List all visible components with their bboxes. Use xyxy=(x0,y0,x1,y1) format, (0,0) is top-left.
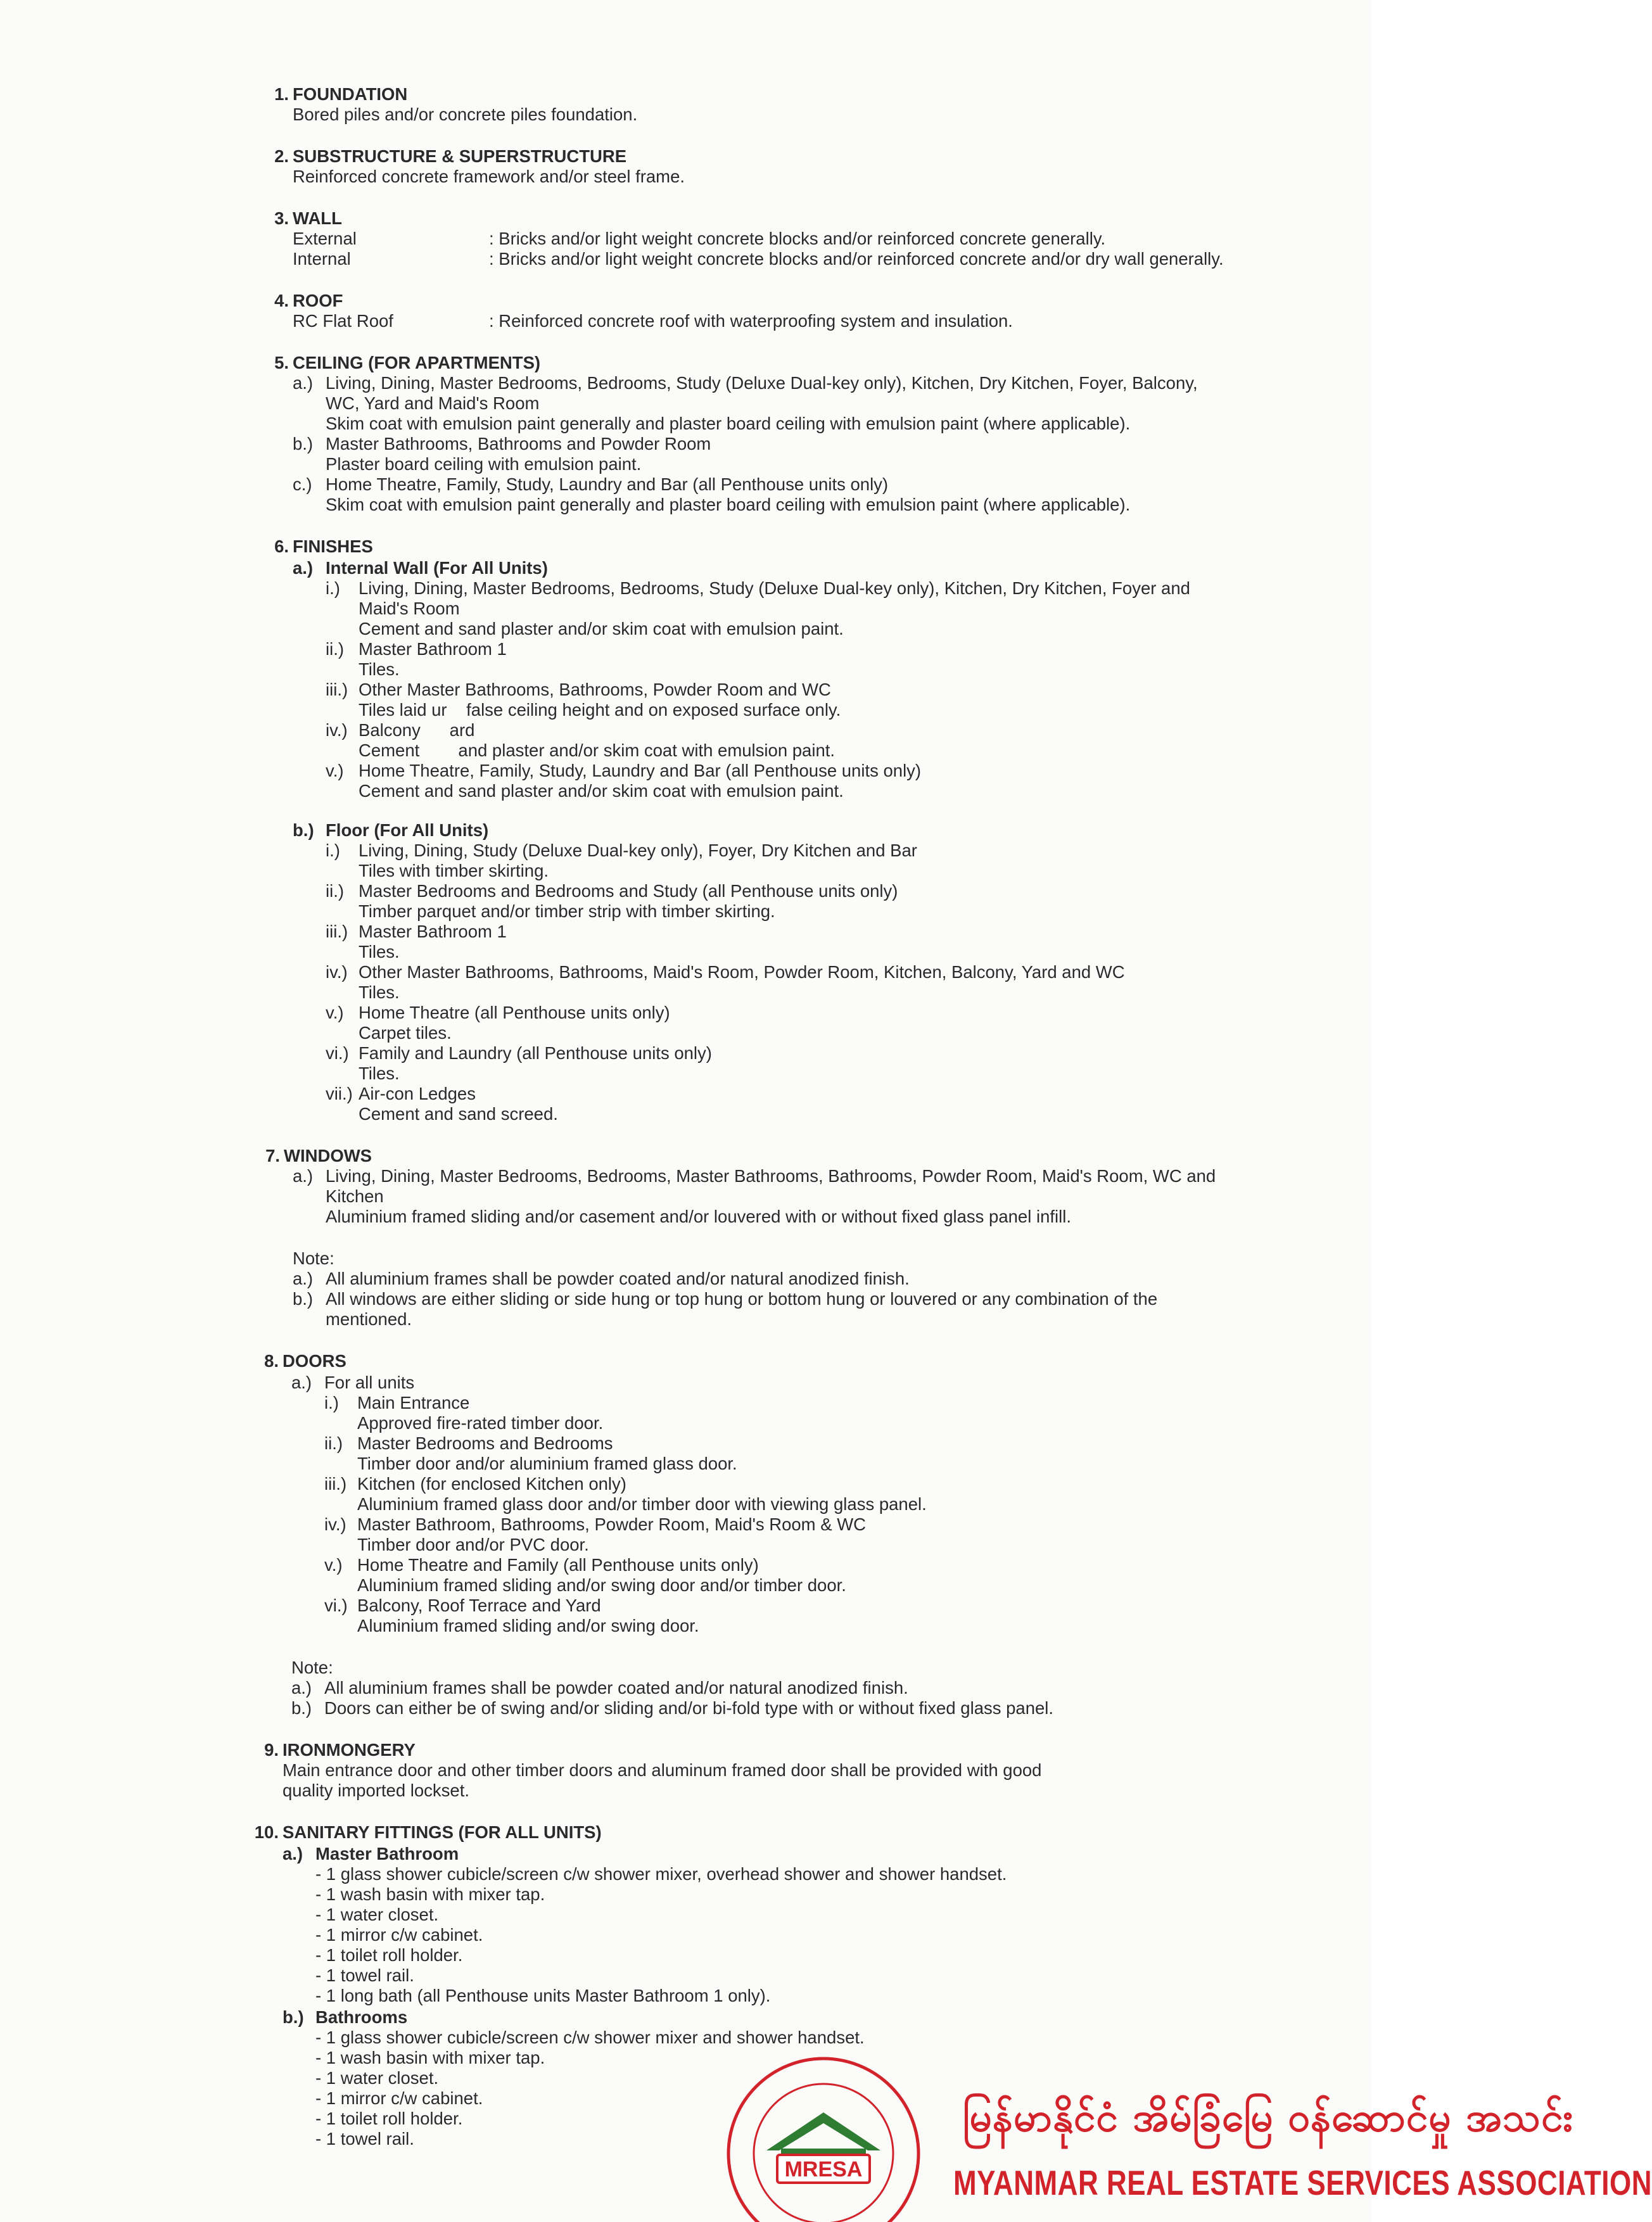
section-number: 1. xyxy=(274,84,289,104)
section-number: 5. xyxy=(274,353,289,372)
item-label: b.) xyxy=(293,434,314,454)
section-ceiling xyxy=(274,353,1357,515)
item-line: Kitchen (for enclosed Kitchen only) xyxy=(357,1474,626,1494)
list-item xyxy=(326,881,1357,922)
subsection-title: Master Bathroom xyxy=(315,1844,459,1863)
subsection-label: a.) xyxy=(293,558,314,578)
subsection-label: a.) xyxy=(283,1844,303,1863)
association-name-english: MYANMAR REAL ESTATE SERVICES ASSOCIATION xyxy=(953,2164,1652,2203)
item-label: iv.) xyxy=(326,720,348,740)
section-number: 6. xyxy=(274,536,289,556)
list-item xyxy=(293,373,1357,434)
item-line: Aluminium framed glass door and/or timber door with viewing glass panel. xyxy=(357,1494,927,1514)
list-item xyxy=(326,1084,1357,1124)
section-title: WALL xyxy=(293,208,342,228)
list-item: - 1 mirror c/w cabinet. xyxy=(315,2088,483,2108)
section-doors xyxy=(264,1351,1357,1718)
spec-row xyxy=(293,249,1357,269)
spec-key: External xyxy=(293,229,357,248)
item-label: i.) xyxy=(326,841,340,860)
list-item xyxy=(324,1433,1357,1474)
item-label: v.) xyxy=(326,1003,344,1022)
item-line: Master Bathroom 1 xyxy=(359,922,507,941)
list-item: - 1 towel rail. xyxy=(315,2129,414,2149)
list-item: - 1 water closet. xyxy=(315,1905,439,1924)
item-line: Master Bathrooms, Bathrooms and Powder Room xyxy=(326,434,711,454)
subsection-floor xyxy=(293,820,1357,1124)
subsection-label: b.) xyxy=(293,820,314,840)
item-label: ii.) xyxy=(326,639,345,659)
item-line: Living, Dining, Master Bedrooms, Bedrooms, Study (Deluxe Dual-key only), Kitchen, Dry Kitchen, Foyer and xyxy=(359,578,1190,598)
item-line: Tiles. xyxy=(359,982,400,1002)
list-item: - 1 glass shower cubicle/screen c/w shower mixer and shower handset. xyxy=(315,2028,865,2047)
item-line: Timber door and/or aluminium framed glass door. xyxy=(357,1454,737,1473)
item-line: Tiles. xyxy=(359,1063,400,1083)
item-label: vii.) xyxy=(326,1084,353,1103)
section-number: 3. xyxy=(274,208,289,228)
subsection-title: Internal Wall (For All Units) xyxy=(326,558,548,578)
item-line: Other Master Bathrooms, Bathrooms, Powder Room and WC xyxy=(359,680,831,699)
item-line: WC, Yard and Maid's Room xyxy=(326,393,540,413)
note-title: Note: xyxy=(293,1248,334,1268)
section-number: 7. xyxy=(265,1146,280,1165)
list-item xyxy=(293,1166,1357,1227)
item-line: Aluminium framed sliding and/or casement and/or louvered with or without fixed glass panel infill. xyxy=(326,1207,1071,1226)
item-line: Cement and sand plaster and/or skim coat with emulsion paint. xyxy=(359,619,844,638)
item-line: Balcony ard xyxy=(359,720,475,740)
logo-text: MRESA xyxy=(784,2157,863,2181)
note-block xyxy=(291,1658,1357,1718)
subsection-title: Bathrooms xyxy=(315,2007,408,2027)
item-line: Home Theatre (all Penthouse units only) xyxy=(359,1003,670,1022)
list-item xyxy=(293,474,1357,515)
note-block xyxy=(293,1248,1357,1330)
section-number: 2. xyxy=(274,146,289,166)
subsection-label: a.) xyxy=(291,1373,312,1392)
list-item xyxy=(324,1474,1357,1514)
item-label: iv.) xyxy=(326,962,348,982)
section-roof xyxy=(274,291,1357,331)
spec-value: : Bricks and/or light weight concrete blocks and/or reinforced concrete generally. xyxy=(489,229,1106,248)
item-line: Cement and plaster and/or skim coat with emulsion paint. xyxy=(359,740,836,760)
item-line: Maid's Room xyxy=(359,599,460,618)
list-item xyxy=(324,1555,1357,1596)
item-line: Tiles. xyxy=(359,942,400,962)
section-title: FINISHES xyxy=(293,536,373,556)
section-number: 10. xyxy=(254,1822,279,1842)
item-line: Aluminium framed sliding and/or swing door and/or timber door. xyxy=(357,1575,846,1595)
list-item xyxy=(326,720,1357,761)
item-line: Master Bedrooms and Bedrooms and Study (all Penthouse units only) xyxy=(359,881,898,901)
note-title: Note: xyxy=(291,1658,333,1677)
item-line: Tiles. xyxy=(359,659,400,679)
item-line: Cement and sand plaster and/or skim coat with emulsion paint. xyxy=(359,781,844,801)
section-text: Bored piles and/or concrete piles foundation. xyxy=(293,105,638,124)
item-line: Carpet tiles. xyxy=(359,1023,452,1043)
list-item xyxy=(326,841,1357,881)
item-label: a.) xyxy=(293,1269,314,1288)
item-line: Master Bathroom 1 xyxy=(359,639,507,659)
section-title: WINDOWS xyxy=(284,1146,372,1165)
section-title: SUBSTRUCTURE & SUPERSTRUCTURE xyxy=(293,146,627,166)
item-label: iii.) xyxy=(326,922,348,941)
list-item xyxy=(326,922,1357,962)
list-item: - 1 wash basin with mixer tap. xyxy=(315,1884,545,1904)
item-label: c.) xyxy=(293,474,312,494)
section-number: 9. xyxy=(264,1740,279,1760)
section-line: quality imported lockset. xyxy=(283,1781,469,1800)
section-title: ROOF xyxy=(293,291,343,310)
item-line: Home Theatre, Family, Study, Laundry and Bar (all Penthouse units only) xyxy=(326,474,889,494)
list-item: - 1 toilet roll holder. xyxy=(315,2109,463,2128)
item-line: Family and Laundry (all Penthouse units only) xyxy=(359,1043,712,1063)
item-label: ii.) xyxy=(324,1433,343,1453)
item-line: Tiles laid ur false ceiling height and on exposed surface only. xyxy=(359,700,841,720)
spec-row xyxy=(293,311,1357,331)
specification-document xyxy=(254,84,1357,2171)
item-line: Plaster board ceiling with emulsion paint. xyxy=(326,454,642,474)
item-line: Aluminium framed sliding and/or swing door. xyxy=(357,1616,699,1635)
item-line: Home Theatre and Family (all Penthouse units only) xyxy=(357,1555,759,1575)
item-line: Tiles with timber skirting. xyxy=(359,861,549,880)
item-line: Other Master Bathrooms, Bathrooms, Maid's Room, Powder Room, Kitchen, Balcony, Yard and WC xyxy=(359,962,1125,982)
item-line: Air-con Ledges xyxy=(359,1084,476,1103)
spec-value: : Reinforced concrete roof with waterproofing system and insulation. xyxy=(489,311,1013,331)
section-wall xyxy=(274,208,1357,269)
item-label: b.) xyxy=(291,1698,312,1718)
item-label: iii.) xyxy=(326,680,348,699)
spec-key: Internal xyxy=(293,249,351,269)
section-structure xyxy=(274,146,1357,187)
item-line: Timber parquet and/or timber strip with timber skirting. xyxy=(359,901,775,921)
item-line: Kitchen xyxy=(326,1186,384,1206)
association-name-myanmar: မြန်မာနိုင်ငံ အိမ်ခြံမြေ ဝန်ဆောင်မှု အသင်း xyxy=(963,2094,1574,2140)
item-line: Living, Dining, Study (Deluxe Dual-key only), Foyer, Dry Kitchen and Bar xyxy=(359,841,917,860)
section-title: SANITARY FITTINGS (FOR ALL UNITS) xyxy=(283,1822,602,1842)
list-item: - 1 mirror c/w cabinet. xyxy=(315,1925,483,1945)
item-line: Home Theatre, Family, Study, Laundry and Bar (all Penthouse units only) xyxy=(359,761,922,780)
spec-key: RC Flat Roof xyxy=(293,311,393,331)
fittings-list xyxy=(283,1864,1357,2006)
item-line: Master Bedrooms and Bedrooms xyxy=(357,1433,613,1453)
item-label: v.) xyxy=(326,761,344,780)
item-label: a.) xyxy=(293,373,314,393)
section-title: CEILING (FOR APARTMENTS) xyxy=(293,353,541,372)
item-line: All aluminium frames shall be powder coated and/or natural anodized finish. xyxy=(326,1269,910,1288)
item-line: Master Bathroom, Bathrooms, Powder Room, Maid's Room & WC xyxy=(357,1514,867,1534)
subsection-internal-wall xyxy=(293,558,1357,801)
item-label: a.) xyxy=(291,1678,312,1698)
item-line: Living, Dining, Master Bedrooms, Bedrooms, Master Bathrooms, Bathrooms, Powder Room, Maid's Room, WC and xyxy=(326,1166,1216,1186)
section-title: DOORS xyxy=(283,1351,346,1371)
item-label: vi.) xyxy=(326,1043,349,1063)
item-line: Cement and sand screed. xyxy=(359,1104,558,1124)
item-line: All windows are either sliding or side hung or top hung or bottom hung or louvered or any combination of the xyxy=(326,1289,1158,1309)
section-foundation xyxy=(274,84,1357,125)
section-text: Reinforced concrete framework and/or steel frame. xyxy=(293,167,685,186)
section-windows xyxy=(265,1146,1357,1330)
logo-roof-icon xyxy=(766,2112,880,2150)
item-label: iv.) xyxy=(324,1514,346,1534)
item-line: mentioned. xyxy=(326,1309,412,1329)
list-item xyxy=(324,1596,1357,1636)
item-line: Living, Dining, Master Bedrooms, Bedrooms, Study (Deluxe Dual-key only), Kitchen, Dry Kitchen, Foyer, Balcony, xyxy=(326,373,1198,393)
list-item: - 1 wash basin with mixer tap. xyxy=(315,2048,545,2067)
subsection-title: Floor (For All Units) xyxy=(326,820,489,840)
item-line: Approved fire-rated timber door. xyxy=(357,1413,604,1433)
list-item: - 1 toilet roll holder. xyxy=(315,1945,463,1965)
list-item: - 1 towel rail. xyxy=(315,1965,414,1985)
list-item xyxy=(326,578,1357,639)
list-item xyxy=(326,962,1357,1003)
item-line: All aluminium frames shall be powder coated and/or natural anodized finish. xyxy=(324,1678,908,1698)
section-ironmongery xyxy=(264,1740,1357,1801)
section-title: FOUNDATION xyxy=(293,84,408,104)
item-label: v.) xyxy=(324,1555,343,1575)
item-label: vi.) xyxy=(324,1596,348,1615)
section-line: Main entrance door and other timber doors and aluminum framed door shall be provided with good xyxy=(283,1760,1042,1780)
spec-row xyxy=(293,229,1357,249)
section-title: IRONMONGERY xyxy=(283,1740,416,1760)
note-item xyxy=(291,1678,1357,1698)
section-number: 4. xyxy=(274,291,289,310)
item-label: b.) xyxy=(293,1289,314,1309)
subsection-title: For all units xyxy=(324,1373,415,1392)
list-item: - 1 glass shower cubicle/screen c/w shower mixer, overhead shower and shower handset. xyxy=(315,1864,1007,1884)
logo-eave xyxy=(781,2149,866,2154)
list-item xyxy=(324,1393,1357,1433)
item-line: Doors can either be of swing and/or sliding and/or bi-fold type with or without fixed glass panel. xyxy=(324,1698,1054,1718)
spec-value: : Bricks and/or light weight concrete blocks and/or reinforced concrete and/or dry wall generally. xyxy=(489,249,1224,269)
note-item xyxy=(293,1289,1357,1330)
note-item xyxy=(293,1269,1357,1289)
item-line: Timber door and/or PVC door. xyxy=(357,1535,589,1554)
list-item xyxy=(326,761,1357,801)
item-label: ii.) xyxy=(326,881,345,901)
list-item xyxy=(324,1514,1357,1555)
item-label: i.) xyxy=(324,1393,339,1413)
list-item xyxy=(293,434,1357,474)
item-label: a.) xyxy=(293,1166,314,1186)
list-item xyxy=(326,639,1357,680)
item-line: Balcony, Roof Terrace and Yard xyxy=(357,1596,601,1615)
list-item xyxy=(326,1043,1357,1084)
list-item xyxy=(326,680,1357,720)
item-label: i.) xyxy=(326,578,340,598)
item-line: Skim coat with emulsion paint generally and plaster board ceiling with emulsion paint (where applicable). xyxy=(326,414,1131,433)
item-line: Main Entrance xyxy=(357,1393,470,1413)
subsection-label: b.) xyxy=(283,2007,304,2027)
mresa-logo xyxy=(719,2078,928,2222)
item-line: Skim coat with emulsion paint generally and plaster board ceiling with emulsion paint (where applicable). xyxy=(326,495,1131,514)
section-number: 8. xyxy=(264,1351,279,1371)
list-item: - 1 long bath (all Penthouse units Master Bathroom 1 only). xyxy=(315,1986,771,2005)
section-finishes xyxy=(274,536,1357,1124)
item-label: iii.) xyxy=(324,1474,347,1494)
note-item xyxy=(291,1698,1357,1718)
list-item: - 1 water closet. xyxy=(315,2068,439,2088)
list-item xyxy=(326,1003,1357,1043)
